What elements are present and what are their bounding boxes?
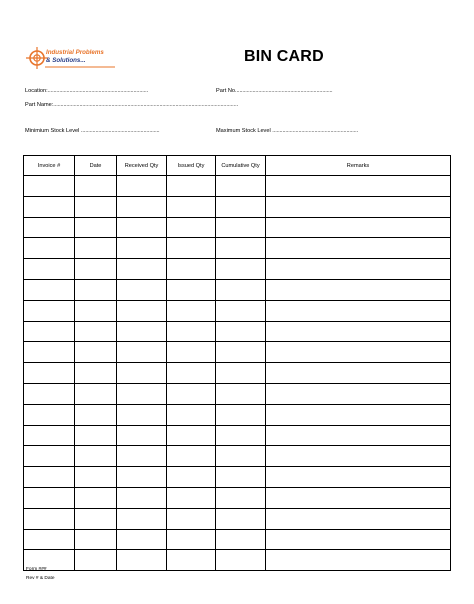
table-cell[interactable] — [216, 529, 266, 550]
logo-line-2: & Solutions... — [46, 56, 86, 64]
table-cell[interactable] — [75, 259, 117, 280]
table-cell[interactable] — [167, 196, 216, 217]
table-cell[interactable] — [75, 487, 117, 508]
table-cell[interactable] — [266, 446, 451, 467]
table-body — [24, 176, 451, 571]
table-cell[interactable] — [117, 383, 167, 404]
logo-line-1: Industrial Problems — [46, 49, 104, 56]
table-cell[interactable] — [117, 550, 167, 571]
table-cell[interactable] — [117, 217, 167, 238]
table-cell[interactable] — [24, 404, 75, 425]
table-row — [24, 487, 451, 508]
table-cell[interactable] — [216, 467, 266, 488]
table-cell[interactable] — [216, 238, 266, 259]
table-cell[interactable] — [75, 446, 117, 467]
company-logo — [26, 46, 116, 70]
max-stock-field[interactable] — [216, 128, 358, 135]
table-cell[interactable] — [75, 300, 117, 321]
form-number: Form ### — [26, 567, 47, 572]
table-row — [24, 550, 451, 571]
table-cell[interactable] — [216, 446, 266, 467]
table-cell[interactable] — [75, 529, 117, 550]
table-cell[interactable] — [24, 279, 75, 300]
table-cell[interactable] — [167, 508, 216, 529]
table-row — [24, 529, 451, 550]
logo-underline — [45, 65, 115, 69]
table-cell[interactable] — [216, 550, 266, 571]
table-cell[interactable] — [167, 176, 216, 197]
column-header-date: Date — [75, 156, 117, 176]
table-cell[interactable] — [266, 550, 451, 571]
table-row — [24, 404, 451, 425]
table-cell[interactable] — [24, 238, 75, 259]
table-cell[interactable] — [24, 300, 75, 321]
table-cell[interactable] — [167, 342, 216, 363]
table-cell[interactable] — [24, 176, 75, 197]
table-row — [24, 467, 451, 488]
table-cell[interactable] — [75, 238, 117, 259]
table-cell[interactable] — [167, 363, 216, 384]
table-cell[interactable] — [75, 383, 117, 404]
table-cell[interactable] — [75, 321, 117, 342]
max-stock-dots: ........................................................... — [272, 128, 359, 134]
table-cell[interactable] — [216, 363, 266, 384]
table-cell[interactable] — [216, 425, 266, 446]
table-cell[interactable] — [216, 508, 266, 529]
table-cell[interactable] — [216, 300, 266, 321]
table-cell[interactable] — [75, 363, 117, 384]
table-row — [24, 176, 451, 197]
table-cell[interactable] — [75, 279, 117, 300]
table-cell[interactable] — [167, 321, 216, 342]
table-cell[interactable] — [24, 529, 75, 550]
table-cell[interactable] — [216, 259, 266, 280]
logo-text — [46, 49, 104, 64]
table-row — [24, 363, 451, 384]
column-header-issued-qty: Issued Qty — [167, 156, 216, 176]
part-name-dots: ............................................................................................................................... — [53, 102, 238, 108]
table-cell[interactable] — [266, 300, 451, 321]
table-cell[interactable] — [24, 196, 75, 217]
table-cell[interactable] — [167, 550, 216, 571]
table-cell[interactable] — [167, 446, 216, 467]
table-cell[interactable] — [24, 446, 75, 467]
table-cell[interactable] — [266, 425, 451, 446]
table-row — [24, 425, 451, 446]
table-cell[interactable] — [75, 550, 117, 571]
part-no-field[interactable] — [216, 88, 333, 95]
table-cell[interactable] — [266, 363, 451, 384]
table-cell[interactable] — [266, 279, 451, 300]
table-cell[interactable] — [117, 196, 167, 217]
min-stock-label: Minimium Stock Level — [25, 128, 80, 134]
table-cell[interactable] — [117, 176, 167, 197]
table-row — [24, 300, 451, 321]
table-cell[interactable] — [216, 487, 266, 508]
table-cell[interactable] — [75, 217, 117, 238]
part-no-dots: .................................................................. — [236, 88, 333, 94]
part-name-field[interactable] — [25, 102, 238, 109]
table-cell[interactable] — [266, 508, 451, 529]
table-cell[interactable] — [167, 487, 216, 508]
table-cell[interactable] — [75, 508, 117, 529]
min-stock-field[interactable] — [25, 128, 160, 135]
table-cell[interactable] — [117, 300, 167, 321]
column-header-invoice: Invoice # — [24, 156, 75, 176]
bin-card-table — [23, 155, 451, 571]
min-stock-dots: ...................................................... — [80, 128, 160, 134]
table-cell[interactable] — [266, 529, 451, 550]
table-cell[interactable] — [75, 467, 117, 488]
table-cell[interactable] — [117, 238, 167, 259]
location-field[interactable] — [25, 88, 148, 95]
table-cell[interactable] — [167, 279, 216, 300]
table-cell[interactable] — [167, 529, 216, 550]
table-row — [24, 383, 451, 404]
table-cell[interactable] — [216, 321, 266, 342]
table-cell[interactable] — [266, 342, 451, 363]
table-cell[interactable] — [266, 196, 451, 217]
table-cell[interactable] — [266, 217, 451, 238]
table-cell[interactable] — [266, 383, 451, 404]
table-cell[interactable] — [24, 383, 75, 404]
table-cell[interactable] — [117, 529, 167, 550]
table-row — [24, 279, 451, 300]
table-cell[interactable] — [266, 321, 451, 342]
table-cell[interactable] — [75, 176, 117, 197]
table-cell[interactable] — [117, 446, 167, 467]
table-row — [24, 238, 451, 259]
table-cell[interactable] — [167, 425, 216, 446]
table-cell[interactable] — [167, 467, 216, 488]
table-cell[interactable] — [216, 176, 266, 197]
table-row — [24, 508, 451, 529]
table-cell[interactable] — [216, 342, 266, 363]
table-cell[interactable] — [266, 259, 451, 280]
table-cell[interactable] — [117, 404, 167, 425]
column-header-cumulative-qty: Cumulative Qty — [216, 156, 266, 176]
table-row — [24, 217, 451, 238]
table-cell[interactable] — [24, 425, 75, 446]
document-title: BIN CARD — [244, 48, 324, 65]
table-cell[interactable] — [24, 342, 75, 363]
table-cell[interactable] — [216, 279, 266, 300]
part-no-label: Part No. — [216, 88, 237, 94]
table-header-row — [24, 156, 451, 176]
table-row — [24, 259, 451, 280]
table-cell[interactable] — [75, 196, 117, 217]
table-cell[interactable] — [24, 363, 75, 384]
table-cell[interactable] — [167, 217, 216, 238]
table-row — [24, 321, 451, 342]
table-cell[interactable] — [24, 487, 75, 508]
table-cell[interactable] — [216, 196, 266, 217]
table-cell[interactable] — [266, 404, 451, 425]
table-cell[interactable] — [117, 279, 167, 300]
table-cell[interactable] — [24, 259, 75, 280]
table-cell[interactable] — [117, 508, 167, 529]
table-row — [24, 342, 451, 363]
table-cell[interactable] — [75, 342, 117, 363]
table-cell[interactable] — [117, 467, 167, 488]
location-dots: ..................................................................... — [47, 88, 149, 94]
column-header-received-qty: Received Qty — [117, 156, 167, 176]
table-cell[interactable] — [75, 404, 117, 425]
table-cell[interactable] — [24, 508, 75, 529]
max-stock-label: Maximum Stock Level — [216, 128, 271, 134]
table-cell[interactable] — [75, 425, 117, 446]
table-cell[interactable] — [24, 467, 75, 488]
table-cell[interactable] — [266, 487, 451, 508]
table-cell[interactable] — [117, 342, 167, 363]
table-row — [24, 196, 451, 217]
table-cell[interactable] — [216, 383, 266, 404]
table-cell[interactable] — [167, 404, 216, 425]
table-cell[interactable] — [167, 238, 216, 259]
table-cell[interactable] — [24, 321, 75, 342]
location-label: Location: — [25, 88, 48, 94]
column-header-remarks: Remarks — [266, 156, 451, 176]
table-cell[interactable] — [167, 259, 216, 280]
table-cell[interactable] — [266, 467, 451, 488]
table-cell[interactable] — [24, 217, 75, 238]
revision-date: Rev # & Date — [26, 576, 55, 581]
table-row — [24, 446, 451, 467]
table-cell[interactable] — [266, 238, 451, 259]
table-cell[interactable] — [167, 300, 216, 321]
table-cell[interactable] — [266, 176, 451, 197]
table-cell[interactable] — [117, 259, 167, 280]
table-cell[interactable] — [216, 404, 266, 425]
table-cell[interactable] — [117, 363, 167, 384]
table-cell[interactable] — [216, 217, 266, 238]
table-cell[interactable] — [117, 487, 167, 508]
table-cell[interactable] — [117, 321, 167, 342]
part-name-label: Part Name: — [25, 102, 54, 108]
table-cell[interactable] — [167, 383, 216, 404]
table-cell[interactable] — [117, 425, 167, 446]
